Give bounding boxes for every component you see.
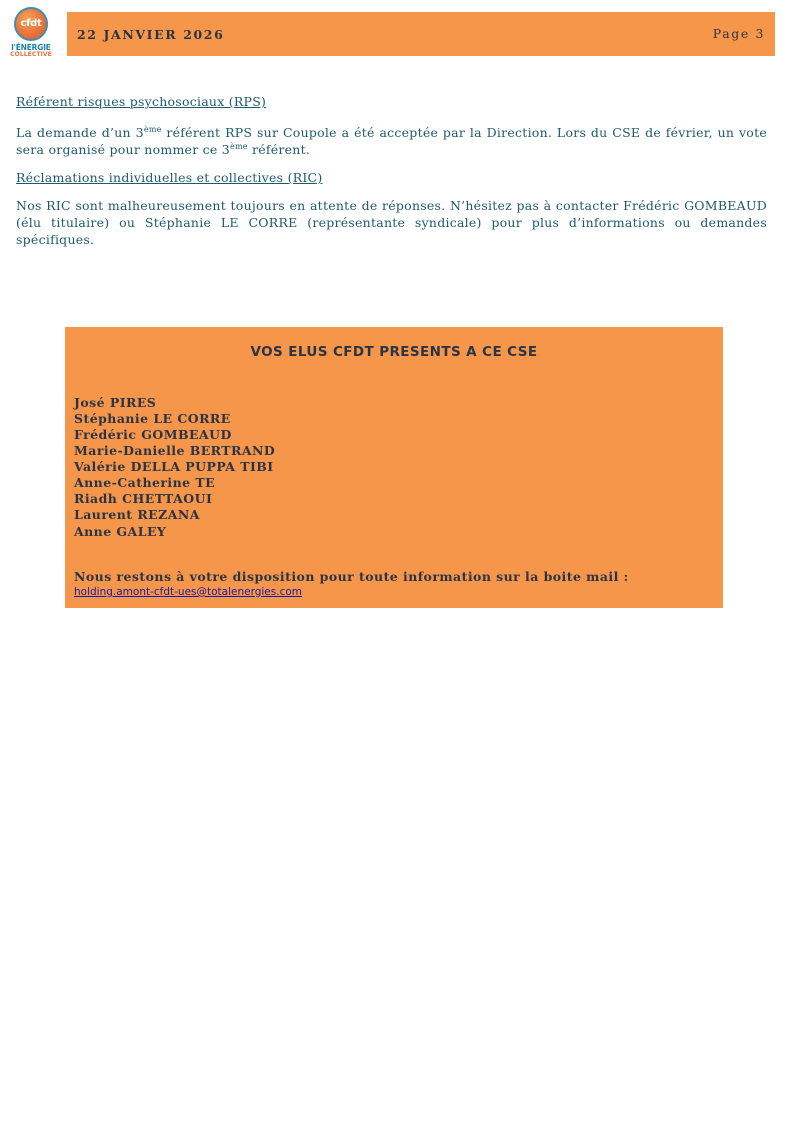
cfdt-logo: [8, 6, 54, 58]
elu-name: Marie-Danielle BERTRAND: [74, 443, 276, 458]
logo-tagline-line2: COLLECTIVE: [10, 51, 52, 58]
elu-name: Laurent REZANA: [74, 507, 200, 522]
page-header-bar: [67, 12, 775, 56]
elus-box-title: VOS ELUS CFDT PRESENTS A CE CSE: [250, 344, 538, 360]
contact-email-link[interactable]: holding.amont-cfdt-ues@totalenergies.com: [74, 586, 303, 598]
elu-name: José PIRES: [74, 395, 157, 410]
ric-section-title: Réclamations individuelles et collectives (RIC): [16, 170, 323, 185]
elu-name: Frédéric GOMBEAUD: [74, 427, 232, 442]
rps-paragraph: [16, 124, 767, 158]
contact-text: Nous restons à votre disposition pour toute information sur la boite mail :: [74, 569, 629, 584]
rps-superscript-2: ème: [229, 141, 248, 151]
ric-paragraph: Nos RIC sont malheureusement toujours en attente de réponses. N’hésitez pas à contacter Frédéric GOMBEAUD (élu titulaire) ou Stéphanie LE CORRE (représentante syndicale) pour plus d’informations ou demandes spécifiques.: [16, 198, 767, 247]
page-number: Page 3: [712, 26, 765, 41]
elus-list: [74, 395, 275, 540]
elu-name: Valérie DELLA PUPPA TIBI: [74, 459, 274, 474]
rps-section-title: Référent risques psychosociaux (RPS): [16, 94, 267, 109]
elu-name: Anne-Catherine TE: [74, 475, 216, 490]
rps-superscript-1: ème: [143, 124, 162, 134]
elu-name: Anne GALEY: [74, 524, 167, 539]
cfdt-logo-text: cfdt: [20, 18, 42, 29]
rps-text-part3: référent.: [247, 142, 311, 157]
elus-box: [65, 327, 723, 608]
rps-text-part2: référent RPS sur Coupole a été acceptée par la Direction. Lors du CSE de février, un vote sera organisé pour nommer ce 3: [16, 125, 767, 157]
cfdt-logo-circle: [14, 7, 48, 41]
elu-name: Stéphanie LE CORRE: [74, 411, 231, 426]
elu-name: Riadh CHETTAOUI: [74, 491, 213, 506]
main-content: [16, 93, 767, 248]
logo-tagline-line1: l'ÉNERGIE: [11, 43, 51, 52]
rps-text-part1: La demande d’un 3: [16, 125, 144, 140]
header-date: 22 JANVIER 2026: [77, 27, 225, 42]
